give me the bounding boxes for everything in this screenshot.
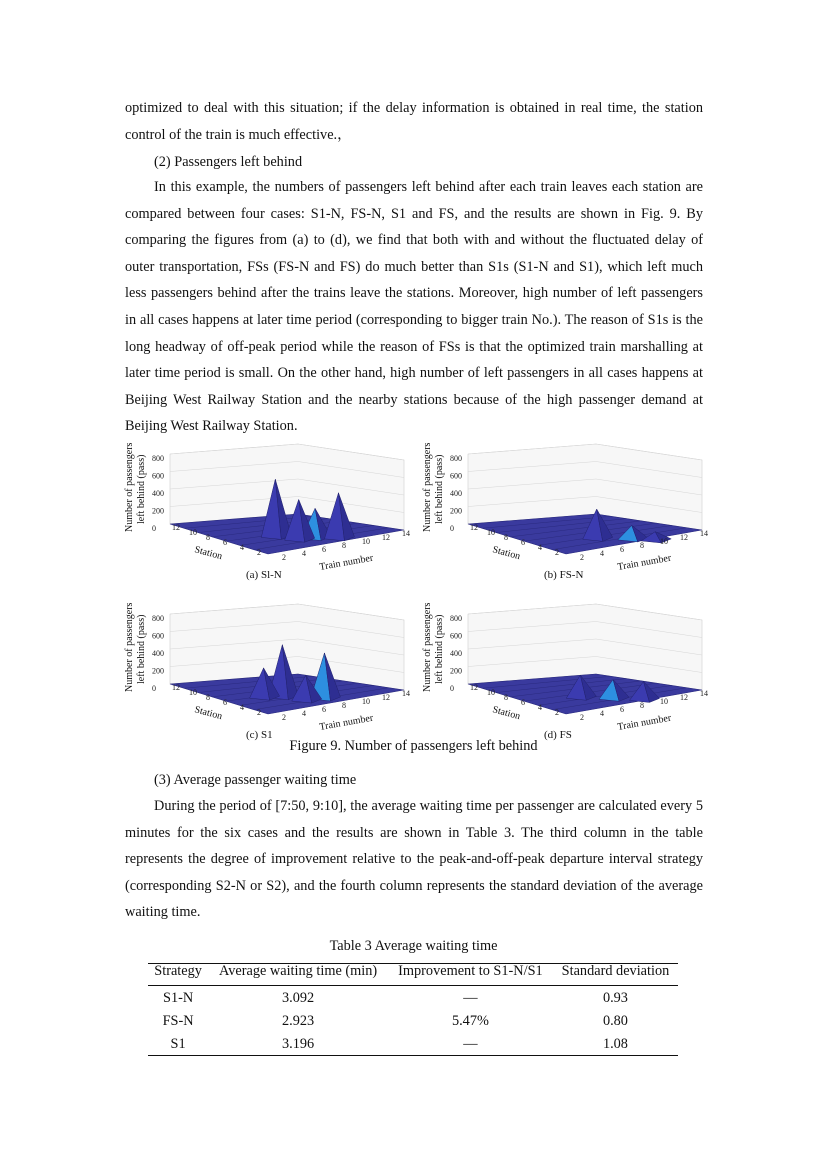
y-tick-label: 6 (521, 538, 525, 547)
y-tick-label: 4 (240, 703, 244, 712)
x-tick-label: 10 (660, 537, 668, 546)
x-tick-label: 2 (580, 553, 584, 562)
cell-average-waiting-time: 2.923 (281, 1012, 315, 1029)
z-tick-label: 800 (450, 454, 462, 463)
x-tick-label: 12 (680, 693, 688, 702)
y-tick-label: 6 (521, 698, 525, 707)
cell-improvement: 5.47% (451, 1012, 489, 1029)
table-3 (148, 960, 678, 1056)
panel-caption: (b) FS-N (544, 569, 584, 581)
x-tick-label: 8 (640, 541, 644, 550)
z-tick-label: 400 (450, 649, 462, 658)
z-tick-label: 0 (152, 684, 156, 693)
figure-9-panels (118, 432, 710, 741)
y-tick-label: 12 (172, 523, 180, 532)
z-tick-label: 200 (450, 666, 462, 676)
x-tick-label: 2 (580, 713, 584, 722)
paragraph-passengers-left: In this example, the numbers of passengers left behind after each train leaves each station are compared between four cases: S1-N, FS-N, S1 and FS, and the results are shown in Fig. 9. By comparing the figures from (a) to (d), we find that both with and without the fluctuated delay of outer transportation, FSs (FS-N and FS) do much better than S1s (S1-N and S1), which left much less passengers behind after the trains leave the stations. Moreover, high number of left passengers in all cases happens at later time period (corresponding to bigger train No.). The reason of S1s is the long headway of off-peak period while the reason of FSs is that the optimized train marshalling at later time period is small. On the other hand, high number of left passengers in all cases happens at Beijing West Railway Station and the nearby stations because of the high passenger demand at Beijing West Railway Station. (125, 179, 703, 435)
y-tick-label: 10 (487, 688, 495, 697)
header-average-waiting-time: Average waiting time (min) (208, 960, 388, 986)
z-tick-label: 800 (152, 614, 164, 623)
section-heading-waiting-time: (3) Average passenger waiting time (154, 772, 357, 788)
y-tick-label: 6 (223, 698, 227, 707)
z-tick-label: 0 (450, 684, 454, 693)
x-tick-label: 12 (382, 693, 390, 702)
figure-panel (422, 602, 708, 741)
y-tick-label: 4 (538, 703, 542, 712)
y-tick-label: 6 (223, 538, 227, 547)
x-tick-label: 6 (322, 705, 326, 714)
panel-caption: (d) FS (544, 729, 572, 741)
header-improvement: Improvement to S1-N/S1 (388, 960, 553, 986)
z-axis-label: Number of passengers (422, 442, 433, 532)
z-tick-label: 200 (152, 506, 164, 516)
cell-improvement: — (463, 989, 478, 1006)
table-row (148, 1032, 678, 1056)
y-tick-label: 2 (257, 708, 261, 717)
x-tick-label: 10 (362, 537, 370, 546)
z-tick-label: 400 (152, 649, 164, 658)
z-tick-label: 0 (450, 524, 454, 533)
z-tick-label: 400 (152, 489, 164, 498)
y-tick-label: 12 (470, 683, 478, 692)
y-tick-label: 10 (487, 528, 495, 537)
y-tick-label: 4 (538, 543, 542, 552)
x-tick-label: 14 (402, 689, 410, 698)
table-row (148, 986, 678, 1010)
y-tick-label: 10 (189, 688, 197, 697)
z-tick-label: 200 (450, 506, 462, 516)
y-tick-label: 8 (206, 533, 210, 542)
z-axis-label: Number of passengers (124, 442, 135, 532)
z-tick-label: 200 (152, 666, 164, 676)
z-tick-label: 600 (450, 471, 462, 481)
y-tick-label: 8 (504, 693, 508, 702)
header-strategy: Strategy (148, 960, 208, 986)
y-axis-label: Station (193, 544, 224, 563)
y-axis-label: Station (193, 704, 224, 723)
z-axis-label: left behind (pass) (434, 614, 445, 684)
x-tick-label: 6 (322, 545, 326, 554)
x-tick-label: 10 (362, 697, 370, 706)
y-tick-label: 12 (470, 523, 478, 532)
x-tick-label: 12 (680, 533, 688, 542)
x-tick-label: 8 (342, 701, 346, 710)
x-tick-label: 4 (302, 549, 306, 558)
cell-strategy: S1 (148, 1032, 208, 1056)
figure-9 (118, 432, 710, 741)
y-tick-label: 12 (172, 683, 180, 692)
cell-standard-deviation: 1.08 (553, 1032, 678, 1056)
cell-standard-deviation: 0.93 (602, 989, 628, 1006)
x-tick-label: 4 (302, 709, 306, 718)
z-tick-label: 600 (450, 631, 462, 641)
x-tick-label: 4 (600, 549, 604, 558)
figure-caption: Figure 9. Number of passengers left behind (289, 738, 538, 754)
y-tick-label: 2 (555, 708, 559, 717)
x-tick-label: 8 (640, 701, 644, 710)
z-axis-label: Number of passengers (422, 602, 433, 692)
z-axis-label: left behind (pass) (434, 454, 445, 524)
cell-standard-deviation: 0.80 (602, 1012, 628, 1029)
figure-panel (124, 442, 410, 581)
z-axis-label: left behind (pass) (136, 454, 147, 524)
x-tick-label: 10 (660, 697, 668, 706)
table-title: Table 3 Average waiting time (329, 938, 498, 954)
cell-strategy: S1-N (163, 989, 194, 1006)
x-axis-label: Train number (616, 712, 673, 733)
z-tick-label: 800 (152, 454, 164, 463)
table-row (148, 1009, 678, 1032)
y-tick-label: 8 (504, 533, 508, 542)
z-tick-label: 600 (152, 631, 164, 641)
x-tick-label: 6 (620, 545, 624, 554)
cell-average-waiting-time: 3.092 (281, 989, 315, 1006)
table-header-row (148, 960, 678, 986)
x-tick-label: 12 (382, 533, 390, 542)
y-tick-label: 2 (555, 548, 559, 557)
cell-average-waiting-time: 3.196 (208, 1032, 388, 1056)
x-axis-label: Train number (318, 712, 375, 733)
paragraph-waiting-time: During the period of [7:50, 9:10], the average waiting time per passenger are calculated every 5 minutes for the six cases and the results are shown in Table 3. The third column in the table represents the degree of improvement relative to the peak-and-off-peak departure interval strategy (corresponding S2-N or S2), and the fourth column represents the standard deviation of the average waiting time. (125, 798, 703, 921)
z-tick-label: 800 (450, 614, 462, 623)
header-standard-deviation: Standard deviation (553, 960, 678, 986)
x-axis-label: Train number (616, 552, 673, 573)
x-axis-label: Train number (318, 552, 375, 573)
section-heading-passengers-left: (2) Passengers left behind (154, 154, 303, 170)
panel-caption: (a) Sl-N (246, 569, 282, 581)
figure-panel (422, 442, 708, 581)
y-tick-label: 8 (206, 693, 210, 702)
cell-strategy: FS-N (162, 1012, 194, 1029)
x-tick-label: 2 (282, 713, 286, 722)
z-tick-label: 400 (450, 489, 462, 498)
x-tick-label: 2 (282, 553, 286, 562)
y-axis-label: Station (491, 544, 522, 563)
z-axis-label: Number of passengers (124, 602, 135, 692)
z-tick-label: 600 (152, 471, 164, 481)
x-tick-label: 6 (620, 705, 624, 714)
y-tick-label: 4 (240, 543, 244, 552)
x-tick-label: 14 (700, 529, 708, 538)
z-axis-label: left behind (pass) (136, 614, 147, 684)
x-tick-label: 14 (700, 689, 708, 698)
panel-caption: (c) S1 (246, 729, 273, 741)
x-tick-label: 4 (600, 709, 604, 718)
z-tick-label: 0 (152, 524, 156, 533)
paragraph-intro: optimized to deal with this situation; if the delay information is obtained in real time, the station control of the train is much effective.， (125, 100, 703, 143)
x-tick-label: 8 (342, 541, 346, 550)
y-axis-label: Station (491, 704, 522, 723)
figure-panel (124, 602, 410, 741)
x-tick-label: 14 (402, 529, 410, 538)
y-tick-label: 2 (257, 548, 261, 557)
y-tick-label: 10 (189, 528, 197, 537)
cell-improvement: — (388, 1032, 553, 1056)
